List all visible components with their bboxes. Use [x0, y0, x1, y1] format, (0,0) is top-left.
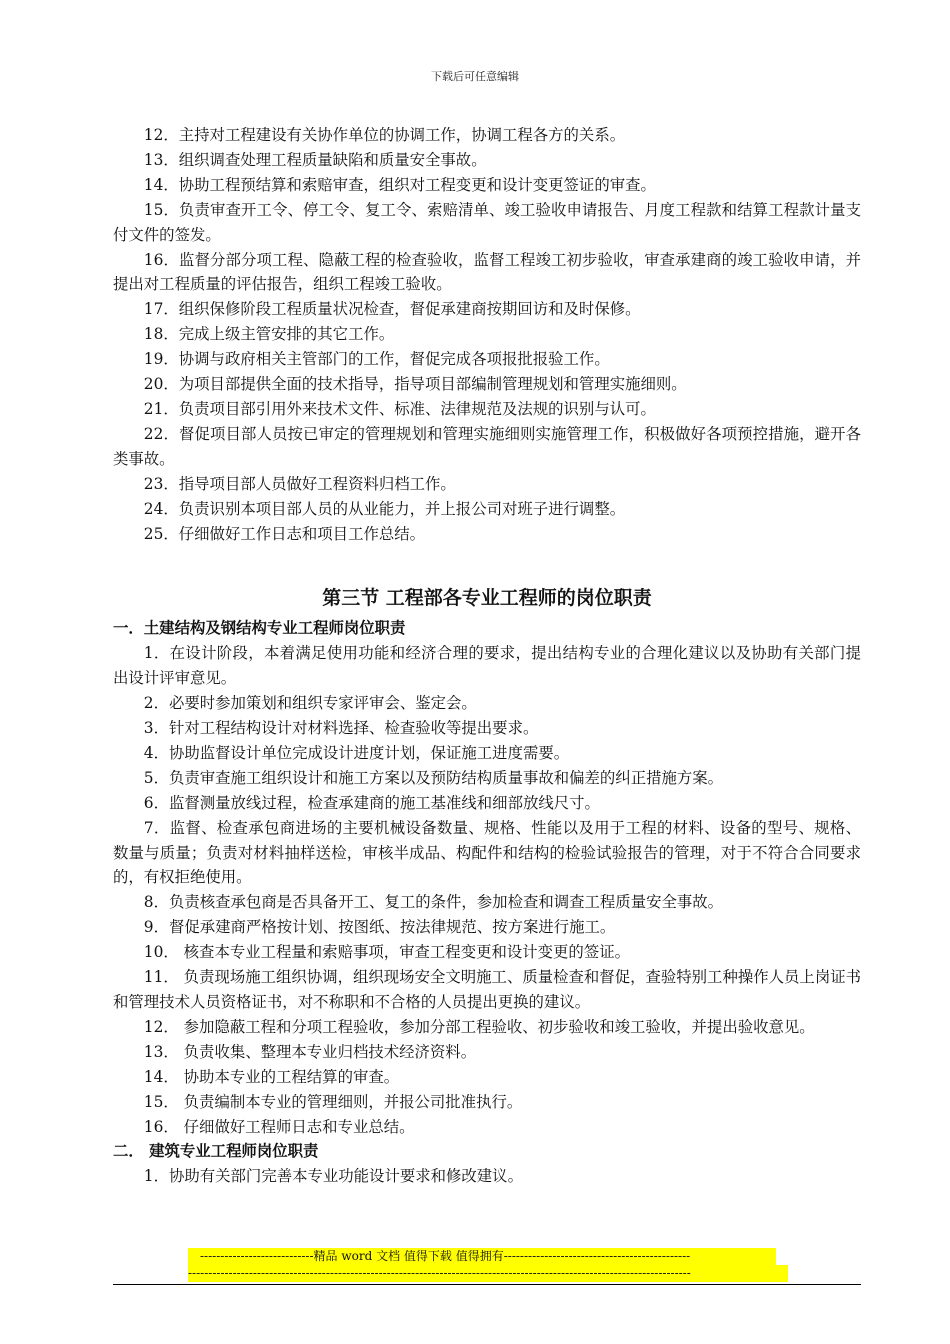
list-item: 16．监督分部分项工程、隐蔽工程的检查验收，监督工程竣工初步验收，审查承建商的竣工验收申请，并提出对工程质量的评估报告，组织工程竣工验收。 [113, 250, 861, 294]
footer-rule [113, 1284, 861, 1285]
list-item: 11． 负责现场施工组织协调，组织现场安全文明施工、质量检查和督促，查验特别工种操作人员上岗证书和管理技术人员资格证书，对不称职和不合格的人员提出更换的建议。 [113, 968, 861, 1011]
list-item: 15．负责审查开工令、停工令、复工令、索赔清单、竣工验收申请报告、月度工程款和结算工程款计量支付文件的签发。 [113, 200, 861, 244]
list-item: 1．协助有关部门完善本专业功能设计要求和修改建议。 [143, 1167, 523, 1186]
list-item: 13．组织调查处理工程质量缺陷和质量安全事故。 [143, 150, 487, 169]
duty-list-architectural [113, 1164, 861, 1189]
list-item: 6．监督测量放线过程，检查承建商的施工基准线和细部放线尺寸。 [143, 793, 600, 812]
footer-banner-bottom [188, 1265, 788, 1282]
page-header: 下载后可任意编辑 [431, 70, 519, 83]
list-item: 21．负责项目部引用外来技术文件、标准、法律规范及法规的识别与认可。 [143, 399, 656, 418]
footer-banner-text: ----------------------------精品 word 文档 值得下载 值得拥有---------------------------------------------- [200, 1249, 691, 1263]
footer-banner-top [188, 1248, 776, 1265]
list-item: 25．仔细做好工作日志和项目工作总结。 [143, 524, 426, 543]
list-item: 20．为项目部提供全面的技术指导，指导项目部编制管理规划和管理实施细则。 [143, 375, 687, 394]
list-item: 14． 协助本专业的工程结算的审查。 [143, 1067, 400, 1086]
duty-list-structural [113, 641, 861, 1139]
list-item: 23．指导项目部人员做好工程资料归档工作。 [143, 474, 456, 493]
list-item: 16． 仔细做好工程师日志和专业总结。 [143, 1117, 415, 1136]
list-item: 24．负责识别本项目部人员的从业能力，并上报公司对班子进行调整。 [143, 499, 626, 518]
subsection-title-architectural: 二． 建筑专业工程师岗位职责 [113, 1142, 319, 1161]
list-item: 5．负责审查施工组织设计和施工方案以及预防结构质量事故和偏差的纠正措施方案。 [143, 768, 724, 787]
section-title: 第三节 工程部各专业工程师的岗位职责 [322, 587, 652, 610]
list-item: 7．监督、检查承包商进场的主要机械设备数量、规格、性能以及用于工程的材料、设备的型号、规格、数量与质量；负责对材料抽样送检，审核半成品、构配件和结构的检验试验报告的管理，对于不符合合同要求的，有权拒绝使用。 [113, 818, 861, 887]
list-item: 12．主持对工程建设有关协作单位的协调工作，协调工程各方的关系。 [143, 126, 626, 144]
list-item: 3．针对工程结构设计对材料选择、检查验收等提出要求。 [143, 719, 539, 738]
list-item: 10． 核查本专业工程量和索赔事项，审查工程变更和设计变更的签证。 [143, 943, 630, 962]
list-item: 1．在设计阶段，本着满足使用功能和经济合理的要求，提出结构专业的合理化建议以及协助有关部门提出设计评审意见。 [113, 644, 861, 688]
list-item: 8．负责核查承包商是否具备开工、复工的条件，参加检查和调查工程质量安全事故。 [143, 893, 724, 912]
list-item: 22．督促项目部人员按已审定的管理规划和管理实施细则实施管理工作，积极做好各项预控措施，避开各类事故。 [113, 424, 861, 468]
list-item: 15． 负责编制本专业的管理细则，并报公司批准执行。 [143, 1092, 523, 1111]
list-item: 13． 负责收集、整理本专业归档技术经济资料。 [143, 1042, 477, 1061]
list-item: 18．完成上级主管安排的其它工作。 [143, 325, 395, 344]
document-body [113, 123, 861, 1189]
list-item: 17．组织保修阶段工程质量状况检查，督促承建商按期回访和及时保修。 [143, 300, 641, 319]
list-item: 9．督促承建商严格按计划、按图纸、按法律规范、按方案进行施工。 [143, 918, 616, 937]
list-item: 12． 参加隐蔽工程和分项工程验收，参加分部工程验收、初步验收和竣工验收，并提出验收意见。 [143, 1017, 815, 1036]
list-item: 2．必要时参加策划和组织专家评审会、鉴定会。 [143, 694, 477, 713]
list-item: 19．协调与政府相关主管部门的工作，督促完成各项报批报验工作。 [143, 350, 610, 369]
subsection-title-structural: 一．土建结构及钢结构专业工程师岗位职责 [113, 619, 406, 638]
footer-banner-dashes: ---------------------------------------------------------------------------------------------------------------------------- [188, 1266, 691, 1280]
list-item: 14．协助工程预结算和索赔审查，组织对工程变更和设计变更签证的审查。 [143, 175, 656, 194]
section-spacer [113, 546, 861, 583]
duty-list-general [113, 123, 861, 546]
list-item: 4．协助监督设计单位完成设计进度计划，保证施工进度需要。 [143, 743, 570, 762]
